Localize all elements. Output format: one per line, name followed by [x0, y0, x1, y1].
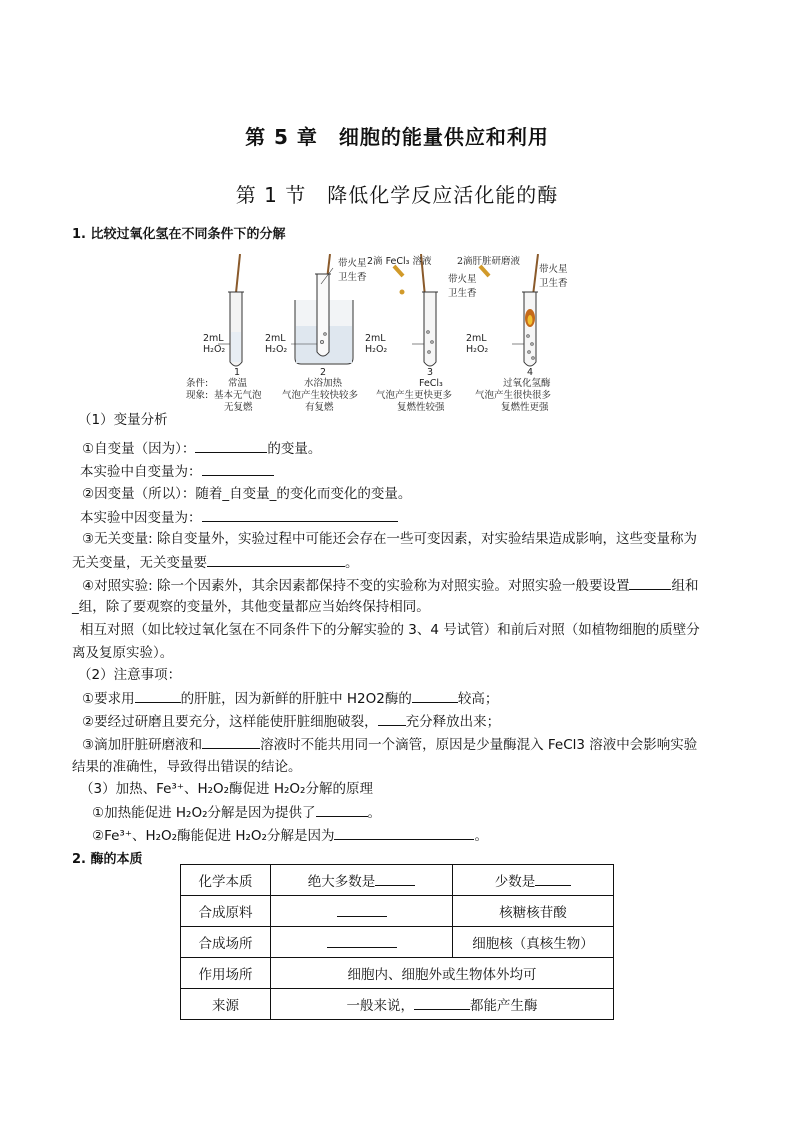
- principle2-b: 。: [474, 828, 488, 844]
- blank-dv-exp[interactable]: [202, 507, 398, 522]
- control-line1-pre: ④对照实验: 除一个因素外，其余因素都保持不变的实验称为对照实验。对照实验一般要设置: [82, 578, 630, 594]
- dv-definition: ②因变量（所以）：随着_自变量_的变化而变化的变量。: [82, 486, 412, 502]
- substance-2: H₂O₂: [265, 344, 288, 355]
- control-line1-post: 组和: [671, 578, 699, 594]
- dropper-3: [394, 266, 403, 276]
- water-bath-tube-2: [291, 254, 353, 364]
- dv-exp-label: 本实验中因变量为：: [80, 510, 202, 526]
- principle-heading: （3）加热、Fe³⁺、H₂O₂酶促进 H₂O₂分解的原理: [80, 781, 373, 797]
- chapter-title: 第 5 章 细胞的能量供应和利用: [245, 125, 549, 149]
- blank-note3[interactable]: [202, 734, 260, 749]
- condition-1: 常温: [228, 378, 248, 389]
- blank-material[interactable]: [337, 902, 387, 917]
- phenomenon-4a: 气泡产生很快很多: [475, 390, 552, 401]
- cell-source: 一般来说， 都能产生酶: [271, 989, 614, 1020]
- note1-b: 的肝脏，因为新鲜的肝脏中 H2O2酶的: [180, 691, 412, 707]
- part2-heading: 2. 酶的本质: [72, 852, 143, 867]
- row-label: 作用场所: [181, 958, 271, 989]
- row-phenomenon-label: 现象:: [186, 390, 209, 401]
- row-label: 来源: [181, 989, 271, 1020]
- cell-minority: 少数是: [453, 865, 614, 896]
- iv-exp-label: 本实验中自变量为：: [80, 464, 202, 480]
- cell-action-site: 细胞内、细胞外或生物体外均可: [271, 958, 614, 989]
- extraneous-line1: ③无关变量: 除自变量外，实验过程中可能还会存在一些可变因素，对实验结果造成影响，这些变量称为: [82, 531, 697, 547]
- blank-minority[interactable]: [535, 871, 571, 886]
- substance-1: H₂O₂: [203, 344, 226, 355]
- tube-number-3: 3: [427, 367, 434, 378]
- row-label: 合成场所: [181, 927, 271, 958]
- note2-a: ②要经过研磨且要充分，这样能使肝脏细胞破裂，: [82, 714, 378, 730]
- note-1: [82, 688, 498, 709]
- iv-def-post: 的变量。: [267, 441, 322, 457]
- note1-c: 较高；: [457, 691, 499, 707]
- volume-4: 2mL: [466, 333, 487, 344]
- blank-site[interactable]: [327, 933, 397, 948]
- phenomenon-4b: 复燃性更强: [501, 402, 549, 413]
- phenomenon-1b: 无复燃: [224, 402, 253, 413]
- condition-3: FeCl₃: [419, 378, 443, 389]
- phenomenon-3b: 复燃性较强: [397, 402, 445, 413]
- blank-control-group[interactable]: [629, 575, 671, 590]
- iv-experiment: [80, 461, 274, 482]
- test-tube-3: [394, 254, 438, 366]
- variable-analysis-heading: （1）变量分析: [78, 412, 168, 428]
- tube-number-2: 2: [320, 367, 327, 378]
- part1-heading: 1. 比较过氧化氢在不同条件下的分解: [72, 227, 286, 242]
- principle1-a: ①加热能促进 H₂O₂分解是因为提供了: [92, 805, 316, 821]
- principle-2: [92, 825, 488, 846]
- blank-note1-amount[interactable]: [412, 688, 458, 703]
- note3-b: 溶液时不能共用同一个滴管，原因是少量酶混入 FeCl3 溶液中会影响实验: [260, 737, 698, 753]
- table-row: [181, 896, 614, 927]
- condition-4: 过氧化氢酶: [503, 378, 551, 389]
- label-fecl3-drops: 2滴 FeCl₃ 溶液: [367, 256, 432, 267]
- notes-heading: （2）注意事项：: [78, 667, 182, 683]
- enzyme-nature-table: [180, 864, 614, 1020]
- blank-iv-def[interactable]: [195, 438, 267, 453]
- tube-number-4: 4: [527, 367, 534, 378]
- volume-1: 2mL: [203, 333, 224, 344]
- condition-2: 水浴加热: [304, 378, 343, 389]
- cell-nucleus: 细胞核（真核生物）: [453, 927, 614, 958]
- principle1-b: 。: [367, 805, 381, 821]
- section-title: 第 1 节 降低化学反应活化能的酶: [235, 183, 559, 207]
- note-3-line2: 结果的准确性，导致得出错误的结论。: [72, 759, 302, 775]
- blank-principle2[interactable]: [334, 825, 474, 840]
- phenomenon-2b: 有复燃: [305, 402, 334, 413]
- iv-definition: [82, 438, 321, 459]
- cell-majority: 绝大多数是: [271, 865, 453, 896]
- table-row: [181, 958, 614, 989]
- blank-iv-exp[interactable]: [202, 461, 274, 476]
- extra-line2-post: 。: [345, 555, 359, 571]
- control-line2: _组，除了要观察的变量外，其他变量都应当始终保持相同。: [72, 599, 430, 615]
- principle-1: [92, 802, 381, 823]
- tube-number-1: 1: [234, 367, 241, 378]
- mutual-control-line1: 相互对照（如比较过氧化氢在不同条件下的分解实验的 3、4 号试管）和前后对照（如植物细胞的质壁分: [80, 622, 700, 638]
- note2-b: 充分释放出来；: [405, 714, 501, 730]
- volume-2: 2mL: [265, 333, 286, 344]
- label-incense-1: 带火星: [338, 258, 367, 269]
- blank-principle1[interactable]: [316, 802, 368, 817]
- label-incense-3: 带火星: [448, 274, 477, 285]
- phenomenon-1a: 基本无气泡: [214, 390, 262, 401]
- label-incense-6: 卫生香: [539, 278, 568, 289]
- iv-def-pre: ①自变量（因为）：: [82, 441, 196, 457]
- control-line1: [82, 575, 698, 596]
- table-row: [181, 865, 614, 896]
- blank-majority[interactable]: [375, 871, 415, 886]
- extraneous-line2: [72, 552, 359, 573]
- principle2-a: ②Fe³⁺、H₂O₂酶能促进 H₂O₂分解是因为: [92, 828, 335, 844]
- phenomenon-3a: 气泡产生更快更多: [376, 390, 453, 401]
- label-liver-drops: 2滴肝脏研磨液: [457, 256, 521, 267]
- mutual-control-line2: 离及复原实验）。: [72, 645, 174, 661]
- label-incense-4: 卫生香: [448, 288, 477, 299]
- label-incense-5: 带火星: [539, 264, 568, 275]
- blank-extraneous[interactable]: [207, 552, 345, 567]
- test-tube-4: [480, 254, 538, 366]
- volume-3: 2mL: [365, 333, 386, 344]
- phenomenon-2a: 气泡产生较快较多: [282, 390, 359, 401]
- note1-a: ①要求用: [82, 691, 135, 707]
- row-label: 化学本质: [181, 865, 271, 896]
- note-3: [82, 734, 697, 755]
- row-label: 合成原料: [181, 896, 271, 927]
- blank-note1-liver[interactable]: [135, 688, 181, 703]
- label-incense-2: 卫生香: [338, 272, 367, 283]
- note3-a: ③滴加肝脏研磨液和: [82, 737, 203, 753]
- cell-material: [271, 896, 453, 927]
- note-2: [82, 711, 500, 732]
- table-row: [181, 927, 614, 958]
- row-condition-label: 条件:: [186, 378, 209, 389]
- dropper-4: [480, 266, 489, 276]
- substance-3: H₂O₂: [365, 344, 388, 355]
- experiment-figure: [183, 254, 573, 414]
- cell-ribonucleotide: 核糖核苷酸: [453, 896, 614, 927]
- blank-note2[interactable]: [378, 711, 406, 726]
- blank-source[interactable]: [414, 995, 470, 1010]
- cell-site: [271, 927, 453, 958]
- table-row: [181, 989, 614, 1020]
- dv-experiment: [80, 507, 398, 528]
- substance-4: H₂O₂: [466, 344, 489, 355]
- extra-line2-pre: 无关变量，无关变量要: [72, 555, 207, 571]
